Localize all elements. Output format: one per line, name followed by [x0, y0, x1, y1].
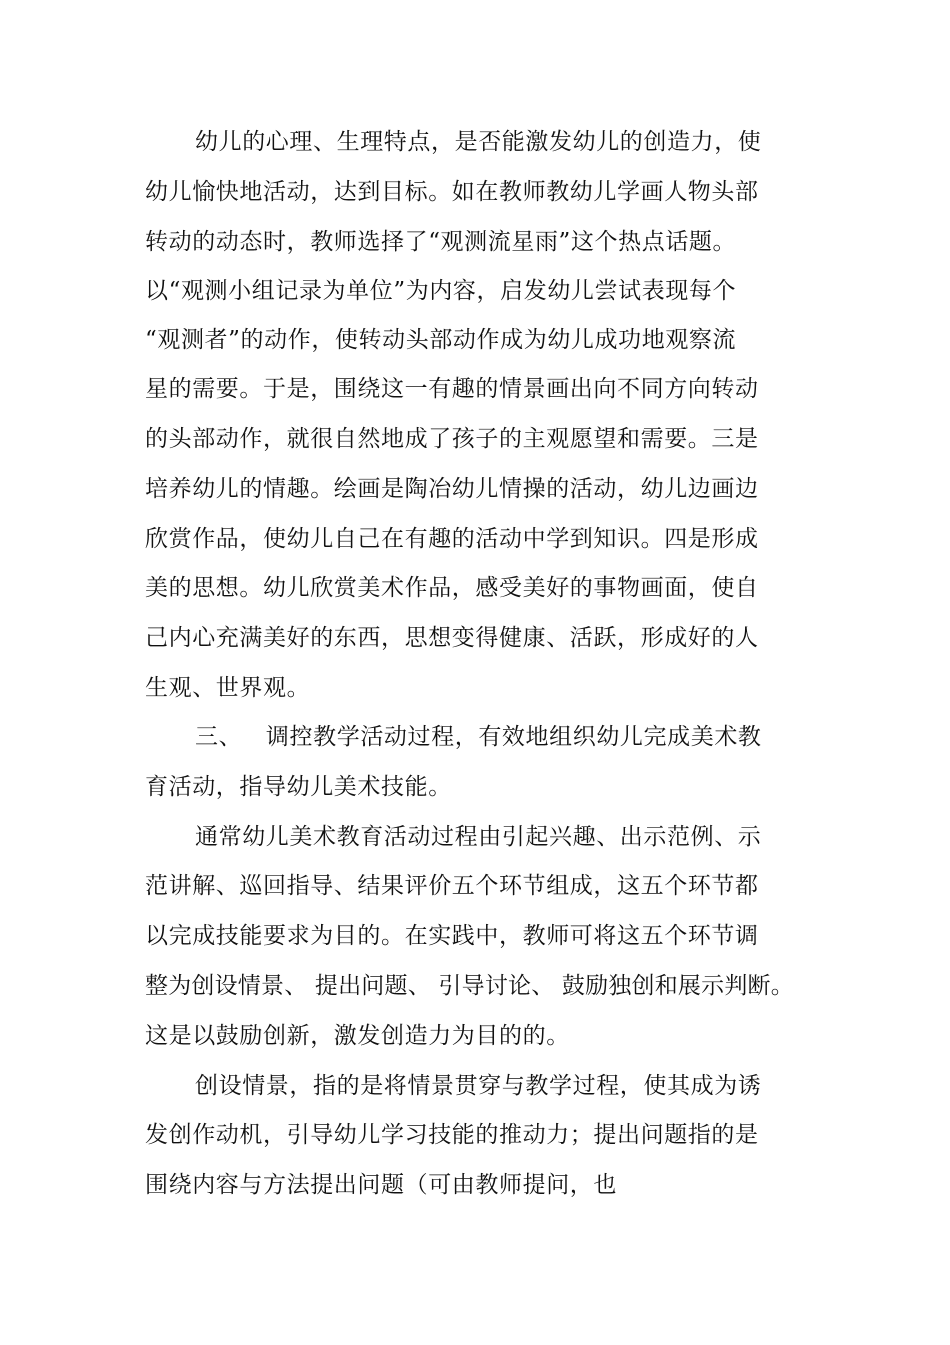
paragraph-line: 己内心充满美好的东西，思想变得健康、活跃，形成好的人 — [145, 625, 759, 651]
paragraph-line: 通常幼儿美术教育活动过程由引起兴趣、出示范例、示 — [195, 824, 762, 850]
paragraph-line: 星的需要。于是，围绕这一有趣的情景画出向不同方向转动 — [145, 376, 759, 402]
paragraph-line: 以“观测小组记录为单位”为内容，启发幼儿尝试表现每个 — [145, 278, 737, 304]
paragraph-line: 欣赏作品，使幼儿自己在有趣的活动中学到知识。四是形成 — [145, 526, 759, 552]
paragraph-line: 发创作动机，引导幼儿学习技能的推动力；提出问题指的是 — [145, 1122, 759, 1148]
section-heading-line: 三、 调控教学活动过程，有效地组织幼儿完成美术教 — [195, 724, 762, 750]
paragraph-line: 范讲解、巡回指导、结果评价五个环节组成，这五个环节都 — [145, 873, 759, 899]
paragraph-line: 整为创设情景、 提出问题、 引导讨论、 鼓励独创和展示判断。 — [145, 973, 794, 999]
paragraph-line: 美的思想。幼儿欣赏美术作品，感受美好的事物画面，使自 — [145, 575, 759, 601]
paragraph-line: 围绕内容与方法提出问题（可由教师提问，也 — [145, 1172, 617, 1198]
paragraph-line: 转动的动态时，教师选择了“观测流星雨”这个热点话题。 — [145, 229, 737, 255]
paragraph-line: 的头部动作，就很自然地成了孩子的主观愿望和需要。三是 — [145, 426, 759, 452]
paragraph-line: 生观、世界观。 — [145, 675, 311, 701]
paragraph-line: 幼儿的心理、生理特点，是否能激发幼儿的创造力，使 — [195, 129, 762, 155]
section-heading-line: 育活动，指导幼儿美术技能。 — [145, 774, 452, 800]
paragraph-line: 这是以鼓励创新，激发创造力为目的的。 — [145, 1023, 570, 1049]
paragraph-line: 以完成技能要求为目的。在实践中，教师可将这五个环节调 — [145, 923, 759, 949]
paragraph-line: “观测者”的动作，使转动头部动作成为幼儿成功地观察流 — [145, 327, 737, 353]
paragraph-line: 创设情景，指的是将情景贯穿与教学过程，使其成为诱 — [195, 1073, 762, 1099]
paragraph-line: 幼儿愉快地活动，达到目标。如在教师教幼儿学画人物头部 — [145, 179, 759, 205]
paragraph-line: 培养幼儿的情趣。绘画是陶冶幼儿情操的活动，幼儿边画边 — [145, 476, 759, 502]
